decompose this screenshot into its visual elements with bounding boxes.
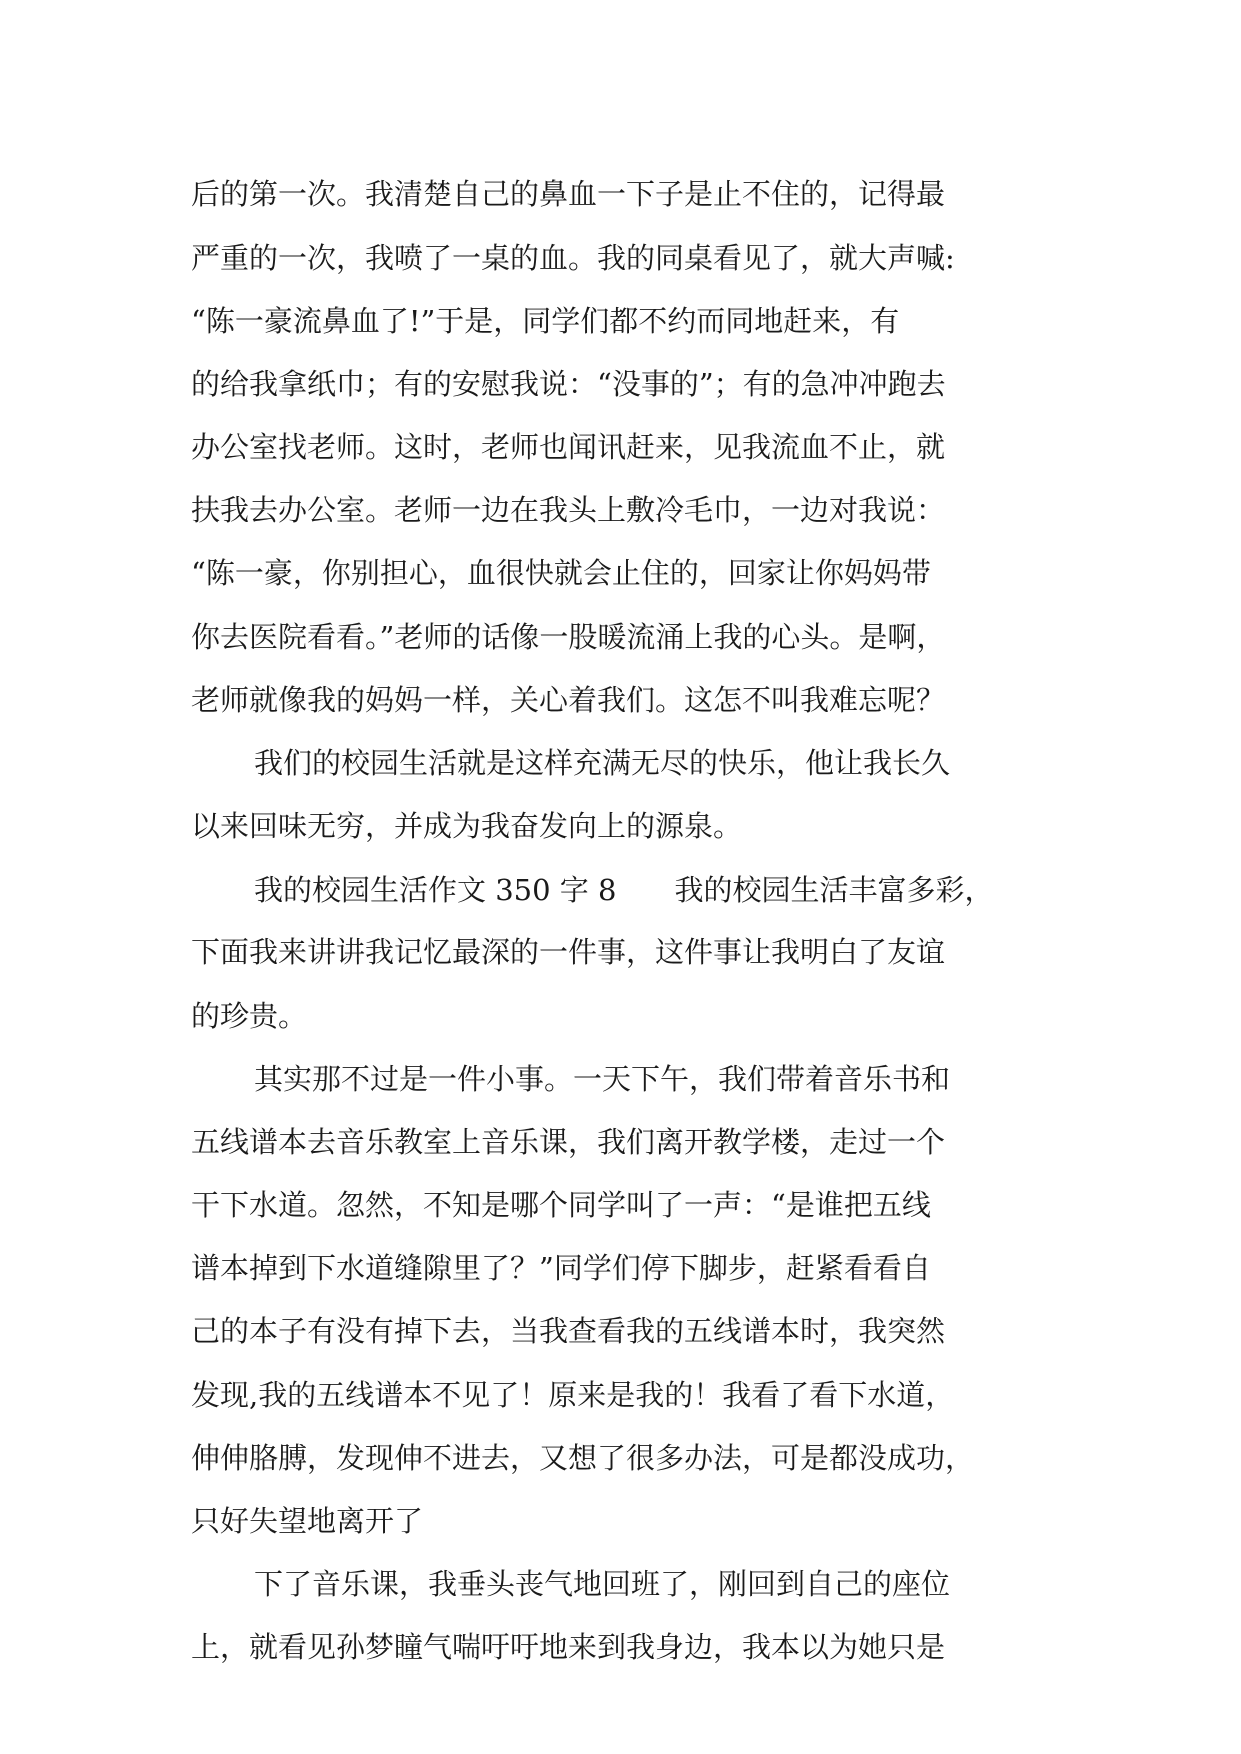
text-line: 以来回味无穷，并成为我奋发向上的源泉。 xyxy=(191,809,743,843)
text-line: 上，就看见孙梦瞳气喘吁吁地来到我身边，我本以为她只是 xyxy=(191,1630,946,1664)
text-line: 扶我去办公室。老师一边在我头上敷冷毛巾，一边对我说： xyxy=(191,493,946,527)
text-line: 五线谱本去音乐教室上音乐课，我们离开教学楼，走过一个 xyxy=(191,1125,946,1159)
text-line: 下面我来讲讲我记忆最深的一件事，这件事让我明白了友谊 xyxy=(191,935,946,969)
text-line: 后的第一次。我清楚自己的鼻血一下子是止不住的，记得最 xyxy=(191,177,946,211)
text-line: 的珍贵。 xyxy=(191,999,308,1033)
text-line: 老师就像我的妈妈一样，关心着我们。这怎不叫我难忘呢？ xyxy=(191,683,946,717)
text-line: 下了音乐课，我垂头丧气地回班了，刚回到自己的座位 xyxy=(254,1567,951,1601)
text-line: 只好失望地离开了 xyxy=(191,1504,424,1538)
text-line: 的给我拿纸巾；有的安慰我说：“没事的”；有的急冲冲跑去 xyxy=(191,367,946,401)
text-line: 严重的一次，我喷了一桌的血。我的同桌看见了，就大声喊: xyxy=(191,241,955,275)
text-line: 办公室找老师。这时，老师也闻讯赶来，见我流血不止，就 xyxy=(191,430,946,464)
text-line: 己的本子有没有掉下去，当我查看我的五线谱本时，我突然 xyxy=(191,1314,946,1348)
text-line: “陈一豪流鼻血了!”于是，同学们都不约而同地赶来，有 xyxy=(191,304,900,338)
text-line: “陈一豪，你别担心，血很快就会止住的，回家让你妈妈带 xyxy=(191,556,931,590)
text-line: 干下水道。忽然，不知是哪个同学叫了一声：“是谁把五线 xyxy=(191,1188,931,1222)
text-line: 其实那不过是一件小事。一天下午，我们带着音乐书和 xyxy=(254,1062,951,1096)
text-line: 我的校园生活作文 350 字 8 我的校园生活丰富多彩， xyxy=(254,873,994,907)
text-line: 我们的校园生活就是这样充满无尽的快乐，他让我长久 xyxy=(254,746,951,780)
text-line: 伸伸胳膊，发现伸不进去，又想了很多办法，可是都没成功， xyxy=(191,1441,975,1475)
text-line: 你去医院看看。”老师的话像一股暖流涌上我的心头。是啊， xyxy=(191,620,946,654)
text-line: 谱本掉到下水道缝隙里了？”同学们停下脚步，赶紧看看自 xyxy=(191,1251,931,1285)
text-line: 发现,我的五线谱本不见了！原来是我的！我看了看下水道， xyxy=(191,1378,955,1412)
